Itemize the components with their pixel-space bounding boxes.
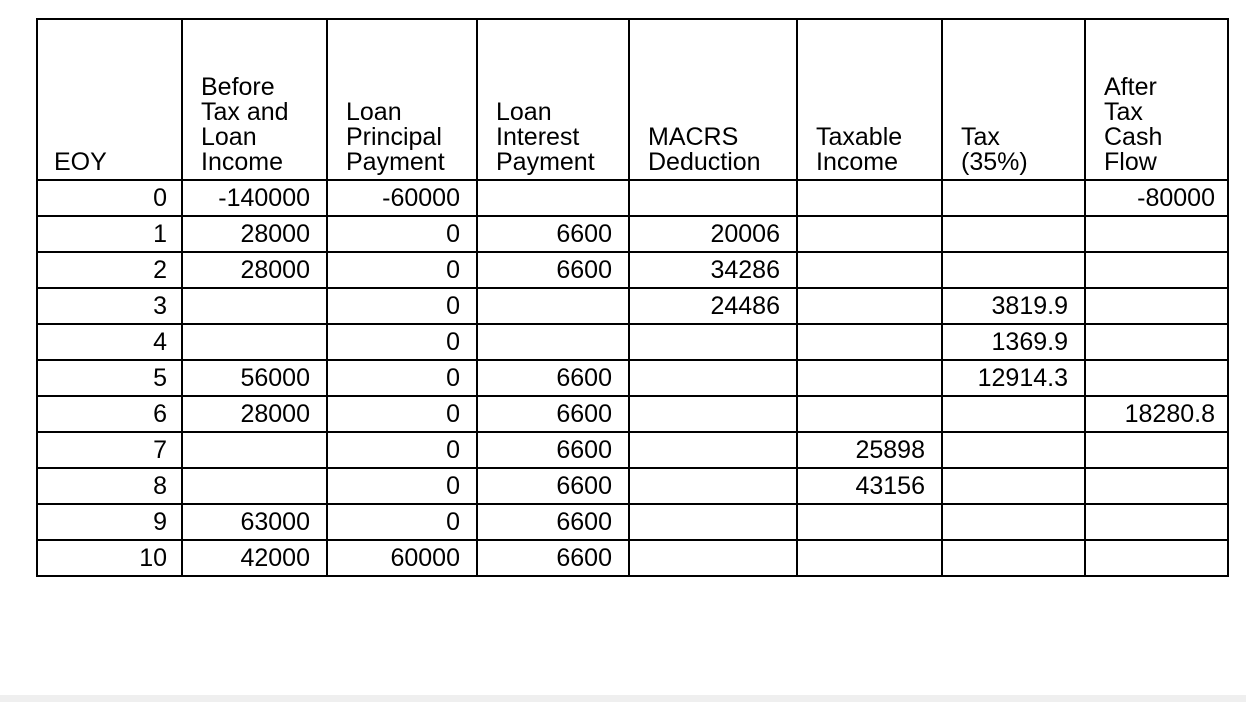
cell-eoy[interactable]: 7	[37, 432, 182, 468]
cell-eoy[interactable]: 8	[37, 468, 182, 504]
cell-loan-principal-payment[interactable]: 0	[327, 360, 477, 396]
cell-macrs-deduction[interactable]	[629, 432, 797, 468]
header-macrs-deduction	[629, 19, 797, 180]
header-line: Cash	[1104, 123, 1163, 151]
cell-taxable-income[interactable]	[797, 504, 942, 540]
header-line: Loan	[201, 123, 257, 151]
header-line: Principal	[346, 123, 442, 151]
cell-tax-35[interactable]: 12914.3	[942, 360, 1085, 396]
header-line: Interest	[496, 123, 580, 151]
cell-macrs-deduction[interactable]: 34286	[629, 252, 797, 288]
cell-eoy[interactable]: 3	[37, 288, 182, 324]
header-line: Loan	[346, 98, 402, 126]
cell-before-tax-loan-income[interactable]: 42000	[182, 540, 327, 576]
cell-tax-35[interactable]	[942, 504, 1085, 540]
header-line: Before	[201, 73, 275, 101]
cell-before-tax-loan-income[interactable]: -140000	[182, 180, 327, 216]
cell-eoy[interactable]: 9	[37, 504, 182, 540]
cell-before-tax-loan-income[interactable]: 28000	[182, 252, 327, 288]
cell-eoy[interactable]: 1	[37, 216, 182, 252]
cell-eoy[interactable]: 6	[37, 396, 182, 432]
header-after-tax-cash-flow	[1085, 19, 1228, 180]
spreadsheet-area	[36, 18, 1229, 577]
table-row	[37, 252, 1228, 288]
cell-after-tax-cash-flow[interactable]	[1085, 324, 1228, 360]
cell-macrs-deduction[interactable]	[629, 324, 797, 360]
cell-loan-interest-payment[interactable]	[477, 180, 629, 216]
cell-tax-35[interactable]	[942, 540, 1085, 576]
cell-loan-interest-payment[interactable]: 6600	[477, 504, 629, 540]
table-body	[37, 180, 1228, 576]
header-tax-35	[942, 19, 1085, 180]
cell-after-tax-cash-flow[interactable]	[1085, 252, 1228, 288]
header-line: Tax and	[201, 98, 289, 126]
cell-loan-principal-payment[interactable]: 0	[327, 252, 477, 288]
cell-tax-35[interactable]	[942, 216, 1085, 252]
cell-after-tax-cash-flow[interactable]	[1085, 216, 1228, 252]
header-line: MACRS	[648, 123, 739, 151]
cell-macrs-deduction[interactable]: 24486	[629, 288, 797, 324]
header-line: Tax	[1104, 98, 1143, 126]
cell-eoy[interactable]: 4	[37, 324, 182, 360]
cell-eoy[interactable]: 10	[37, 540, 182, 576]
cell-after-tax-cash-flow[interactable]: 18280.8	[1085, 396, 1228, 432]
cell-after-tax-cash-flow[interactable]	[1085, 288, 1228, 324]
header-line: Payment	[346, 148, 445, 176]
cell-taxable-income[interactable]	[797, 396, 942, 432]
cell-tax-35[interactable]	[942, 396, 1085, 432]
cell-macrs-deduction[interactable]	[629, 540, 797, 576]
table-row	[37, 504, 1228, 540]
cash-flow-table	[36, 18, 1229, 577]
cell-before-tax-loan-income[interactable]: 28000	[182, 216, 327, 252]
cell-taxable-income[interactable]	[797, 216, 942, 252]
cell-taxable-income[interactable]	[797, 180, 942, 216]
table-row	[37, 396, 1228, 432]
cell-after-tax-cash-flow[interactable]	[1085, 432, 1228, 468]
table-row	[37, 360, 1228, 396]
cell-loan-interest-payment[interactable]	[477, 288, 629, 324]
cell-macrs-deduction[interactable]	[629, 504, 797, 540]
cell-loan-principal-payment[interactable]: -60000	[327, 180, 477, 216]
cell-after-tax-cash-flow[interactable]	[1085, 360, 1228, 396]
cell-after-tax-cash-flow[interactable]	[1085, 504, 1228, 540]
cell-after-tax-cash-flow[interactable]: -80000	[1085, 180, 1228, 216]
header-line: Tax	[961, 123, 1000, 151]
cell-before-tax-loan-income[interactable]	[182, 468, 327, 504]
cell-taxable-income[interactable]	[797, 252, 942, 288]
table-row	[37, 216, 1228, 252]
cell-before-tax-loan-income[interactable]	[182, 288, 327, 324]
window-bottom-edge	[0, 695, 1246, 702]
header-taxable-income	[797, 19, 942, 180]
table-row	[37, 180, 1228, 216]
cell-loan-principal-payment[interactable]: 0	[327, 324, 477, 360]
cell-before-tax-loan-income[interactable]: 56000	[182, 360, 327, 396]
cell-after-tax-cash-flow[interactable]	[1085, 468, 1228, 504]
cell-tax-35[interactable]: 1369.9	[942, 324, 1085, 360]
header-line: EOY	[54, 148, 107, 176]
header-line: After	[1104, 73, 1157, 101]
cell-tax-35[interactable]	[942, 180, 1085, 216]
cell-loan-interest-payment[interactable]: 6600	[477, 360, 629, 396]
cell-macrs-deduction[interactable]	[629, 180, 797, 216]
cell-taxable-income[interactable]: 43156	[797, 468, 942, 504]
header-line: Taxable	[816, 123, 903, 151]
cell-eoy[interactable]: 2	[37, 252, 182, 288]
cell-loan-principal-payment[interactable]: 0	[327, 432, 477, 468]
cell-macrs-deduction[interactable]	[629, 396, 797, 432]
cell-loan-interest-payment[interactable]: 6600	[477, 252, 629, 288]
cell-loan-principal-payment[interactable]: 0	[327, 468, 477, 504]
cell-eoy[interactable]: 5	[37, 360, 182, 396]
table-row	[37, 468, 1228, 504]
cell-tax-35[interactable]	[942, 252, 1085, 288]
header-line: Income	[816, 148, 898, 176]
cell-loan-principal-payment[interactable]: 60000	[327, 540, 477, 576]
header-before-tax-loan-income	[182, 19, 327, 180]
header-line: Income	[201, 148, 283, 176]
table-row	[37, 324, 1228, 360]
cell-loan-principal-payment[interactable]: 0	[327, 288, 477, 324]
header-loan-principal-payment	[327, 19, 477, 180]
cell-loan-interest-payment[interactable]: 6600	[477, 396, 629, 432]
table-row	[37, 288, 1228, 324]
table-row	[37, 432, 1228, 468]
cell-taxable-income[interactable]: 25898	[797, 432, 942, 468]
cell-eoy[interactable]: 0	[37, 180, 182, 216]
cell-loan-interest-payment[interactable]	[477, 324, 629, 360]
cell-loan-principal-payment[interactable]: 0	[327, 216, 477, 252]
cell-macrs-deduction[interactable]	[629, 468, 797, 504]
cell-taxable-income[interactable]	[797, 324, 942, 360]
cell-loan-interest-payment[interactable]: 6600	[477, 432, 629, 468]
cell-before-tax-loan-income[interactable]: 63000	[182, 504, 327, 540]
header-loan-interest-payment	[477, 19, 629, 180]
cell-loan-interest-payment[interactable]: 6600	[477, 216, 629, 252]
cell-taxable-income[interactable]	[797, 540, 942, 576]
cell-loan-principal-payment[interactable]: 0	[327, 504, 477, 540]
cell-taxable-income[interactable]	[797, 288, 942, 324]
cell-before-tax-loan-income[interactable]: 28000	[182, 396, 327, 432]
cell-macrs-deduction[interactable]: 20006	[629, 216, 797, 252]
header-line: Deduction	[648, 148, 761, 176]
cell-after-tax-cash-flow[interactable]	[1085, 540, 1228, 576]
cell-loan-principal-payment[interactable]: 0	[327, 396, 477, 432]
header-line: Loan	[496, 98, 552, 126]
cell-taxable-income[interactable]	[797, 360, 942, 396]
cell-loan-interest-payment[interactable]: 6600	[477, 468, 629, 504]
header-row	[37, 19, 1228, 180]
cell-before-tax-loan-income[interactable]	[182, 324, 327, 360]
cell-before-tax-loan-income[interactable]	[182, 432, 327, 468]
cell-tax-35[interactable]	[942, 432, 1085, 468]
header-eoy	[37, 19, 182, 180]
header-line: Payment	[496, 148, 595, 176]
header-line: (35%)	[961, 148, 1028, 176]
cell-loan-interest-payment[interactable]: 6600	[477, 540, 629, 576]
cell-macrs-deduction[interactable]	[629, 360, 797, 396]
cell-tax-35[interactable]	[942, 468, 1085, 504]
table-row	[37, 540, 1228, 576]
cell-tax-35[interactable]: 3819.9	[942, 288, 1085, 324]
header-line: Flow	[1104, 148, 1157, 176]
